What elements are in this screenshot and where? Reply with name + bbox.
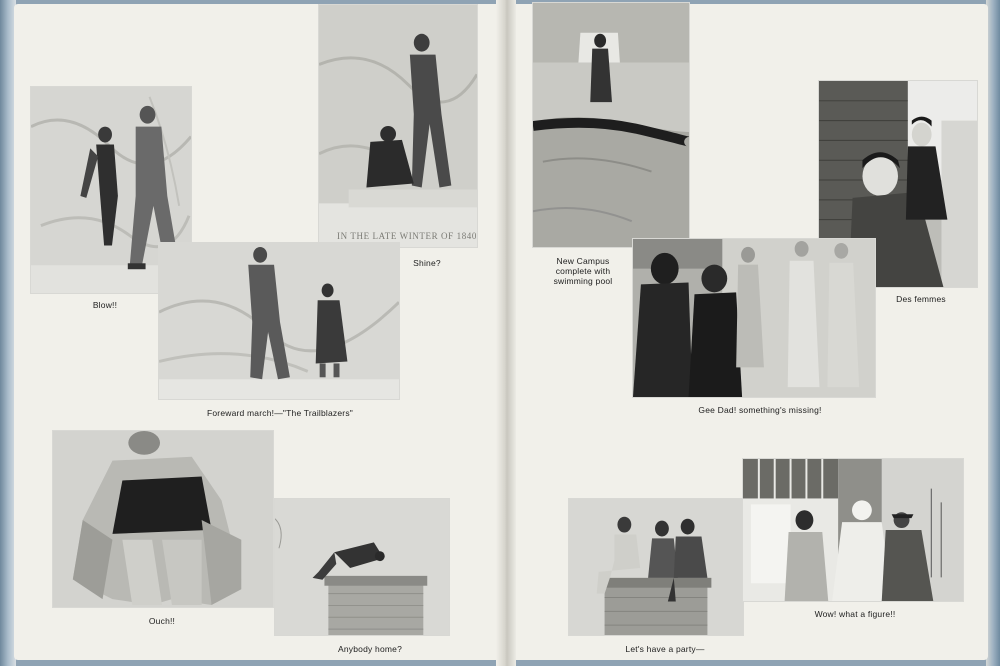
caption-ouch: Ouch!! [148,616,176,626]
photo-new-campus [532,2,690,248]
caption-forward-march: Foreward march!—"The Trailblazers" [206,408,354,418]
book-gutter [496,0,516,666]
photo-gee-dad [632,238,876,398]
photo-party [568,498,744,636]
caption-gee-dad: Gee Dad! something's missing! [698,405,822,415]
caption-new-campus: New Campus complete with swimming pool [553,256,613,286]
photo-wow-figure [742,458,964,602]
caption-party: Let's have a party— [625,644,705,654]
caption-blow: Blow!! [92,300,118,310]
photo-shine [318,4,478,248]
photo-ouch [52,430,274,608]
monument-inscription: IN THE LATE WINTER OF 1840 [337,231,478,241]
caption-anybody-home: Anybody home? [337,644,403,654]
caption-shine: Shine? [413,258,441,268]
photo-anybody-home [274,498,450,636]
caption-wow-figure: Wow! what a figure!! [814,609,896,619]
photo-forward-march [158,242,400,400]
book-edge-right [986,0,1000,666]
caption-des-femmes: Des femmes [896,294,946,304]
